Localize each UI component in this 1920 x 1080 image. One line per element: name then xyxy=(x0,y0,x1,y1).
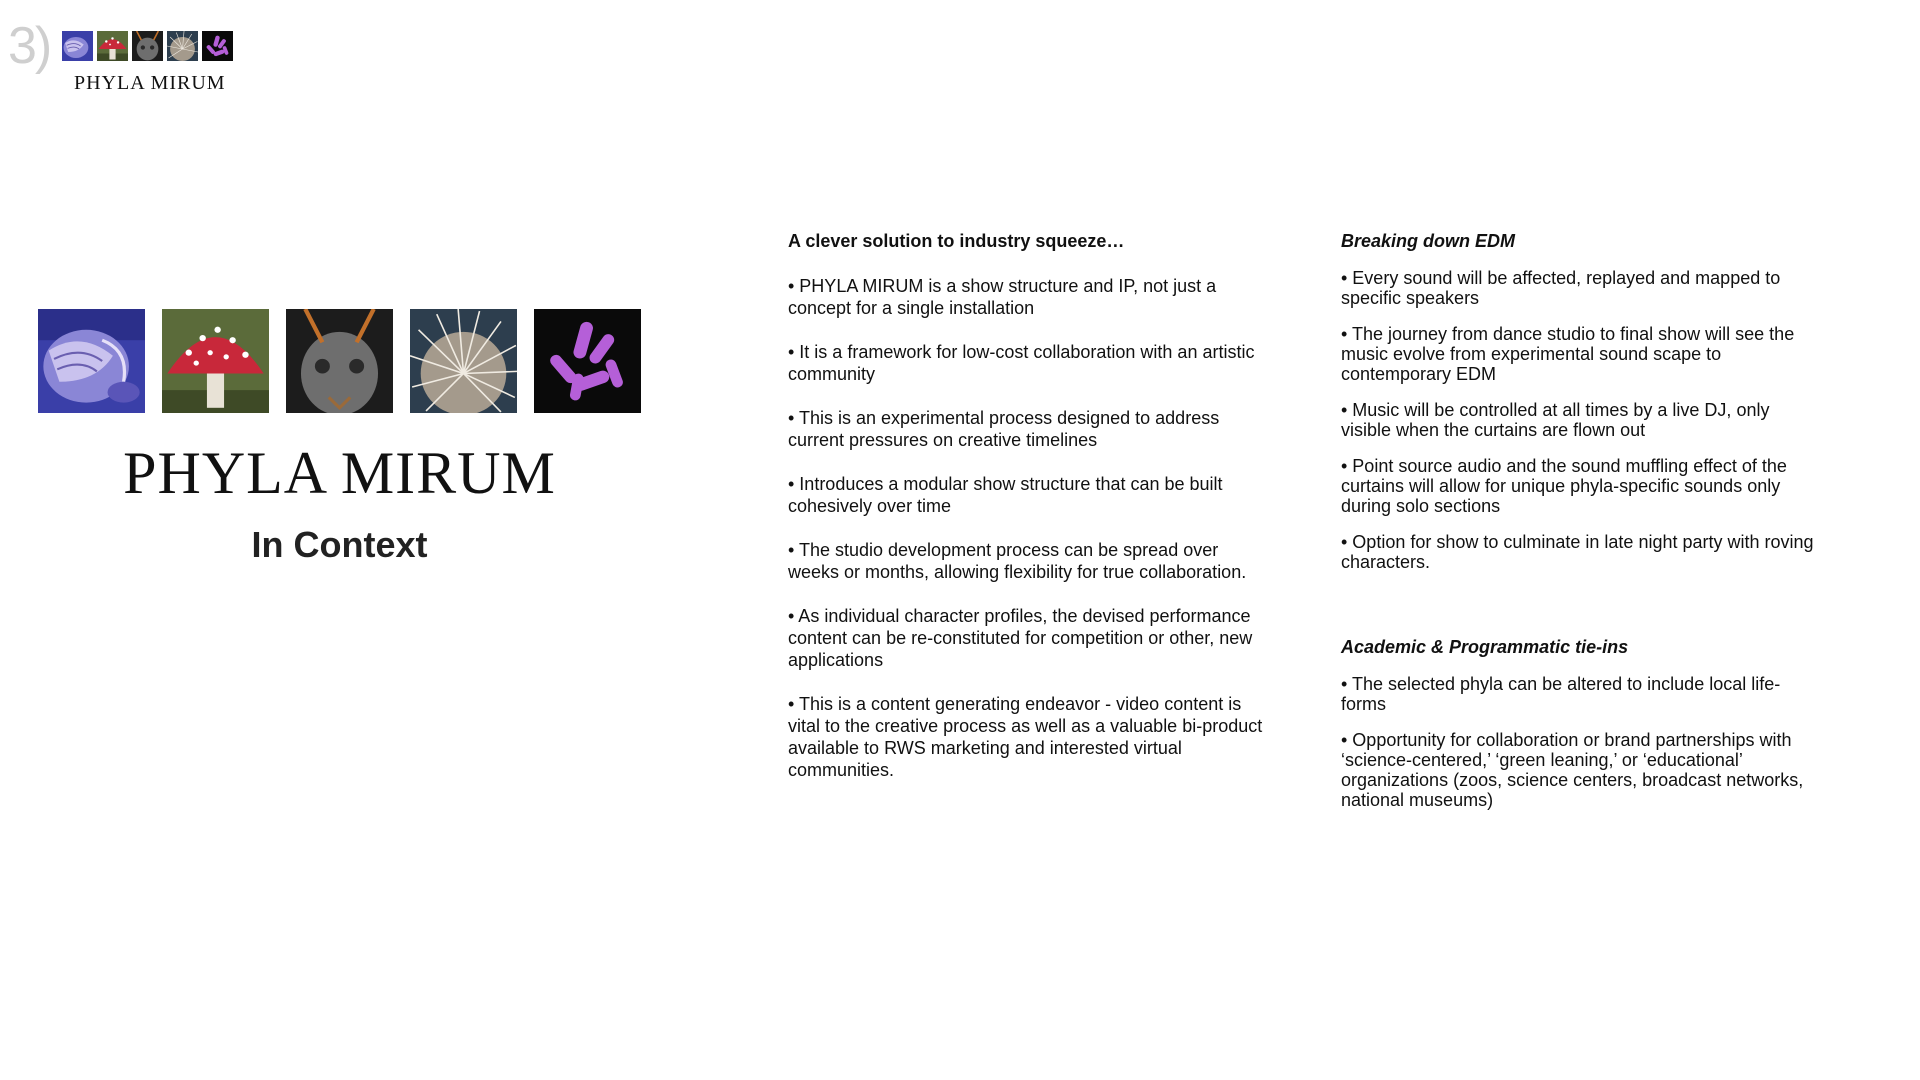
nautilus-image xyxy=(38,309,145,413)
nautilus-image xyxy=(62,31,93,61)
slide-number: 3) xyxy=(8,17,51,75)
list-item: • Opportunity for collaboration or brand partnerships with ‘science-centered,’ ‘green leaning,’ or ‘educational’ organizations (zoos, science centers, broadcast networks, national museums) xyxy=(1341,730,1804,810)
list-item: • Point source audio and the sound muffling effect of the curtains will allow for unique phyla-specific sounds only during solo sections xyxy=(1341,456,1787,516)
list-item: • It is a framework for low-cost collaboration with an artistic community xyxy=(788,342,1255,384)
bacteria-image xyxy=(534,309,641,413)
urchin-image xyxy=(410,309,517,413)
mushroom-image xyxy=(162,309,269,413)
list-item: • The journey from dance studio to final show will see the music evolve from experimental sound scape to contemporary EDM xyxy=(1341,324,1795,384)
middle-column xyxy=(788,230,1268,803)
small-thumbnail-strip xyxy=(62,31,233,61)
ant-image xyxy=(286,309,393,413)
list-item: • Every sound will be affected, replayed and mapped to specific speakers xyxy=(1341,268,1781,308)
list-item: • Introduces a modular show structure that can be built cohesively over time xyxy=(788,474,1223,516)
list-item: • The studio development process can be spread over weeks or months, allowing flexibility for true collaboration. xyxy=(788,540,1247,582)
large-thumbnail-strip xyxy=(38,309,641,413)
list-item: • This is an experimental process designed to address current pressures on creative timelines xyxy=(788,408,1220,450)
list-item: • PHYLA MIRUM is a show structure and IP, not just a concept for a single installation xyxy=(788,276,1217,318)
list-item: • This is a content generating endeavor - video content is vital to the creative process as well as a valuable bi-product available to RWS marketing and interested virtual communities. xyxy=(788,694,1263,780)
list-item: • As individual character profiles, the devised performance content can be re-constituted for competition or other, new applications xyxy=(788,606,1253,670)
bacteria-image xyxy=(202,31,233,61)
subtitle: In Context xyxy=(251,524,428,565)
mushroom-image xyxy=(97,31,128,61)
right-column xyxy=(1341,230,1821,826)
list-item: • Option for show to culminate in late night party with roving characters. xyxy=(1341,532,1814,572)
main-title: PHYLA MIRUM xyxy=(123,440,556,506)
small-logo-text: PHYLA MIRUM xyxy=(74,72,226,94)
middle-heading: A clever solution to industry squeeze… xyxy=(788,231,1125,251)
ant-image xyxy=(132,31,163,61)
urchin-image xyxy=(167,31,198,61)
list-item: • Music will be controlled at all times by a live DJ, only visible when the curtains are flown out xyxy=(1341,400,1770,440)
section-heading-edm: Breaking down EDM xyxy=(1341,231,1516,251)
list-item: • The selected phyla can be altered to include local life-forms xyxy=(1341,674,1781,714)
section-heading-academic: Academic & Programmatic tie-ins xyxy=(1341,637,1629,657)
